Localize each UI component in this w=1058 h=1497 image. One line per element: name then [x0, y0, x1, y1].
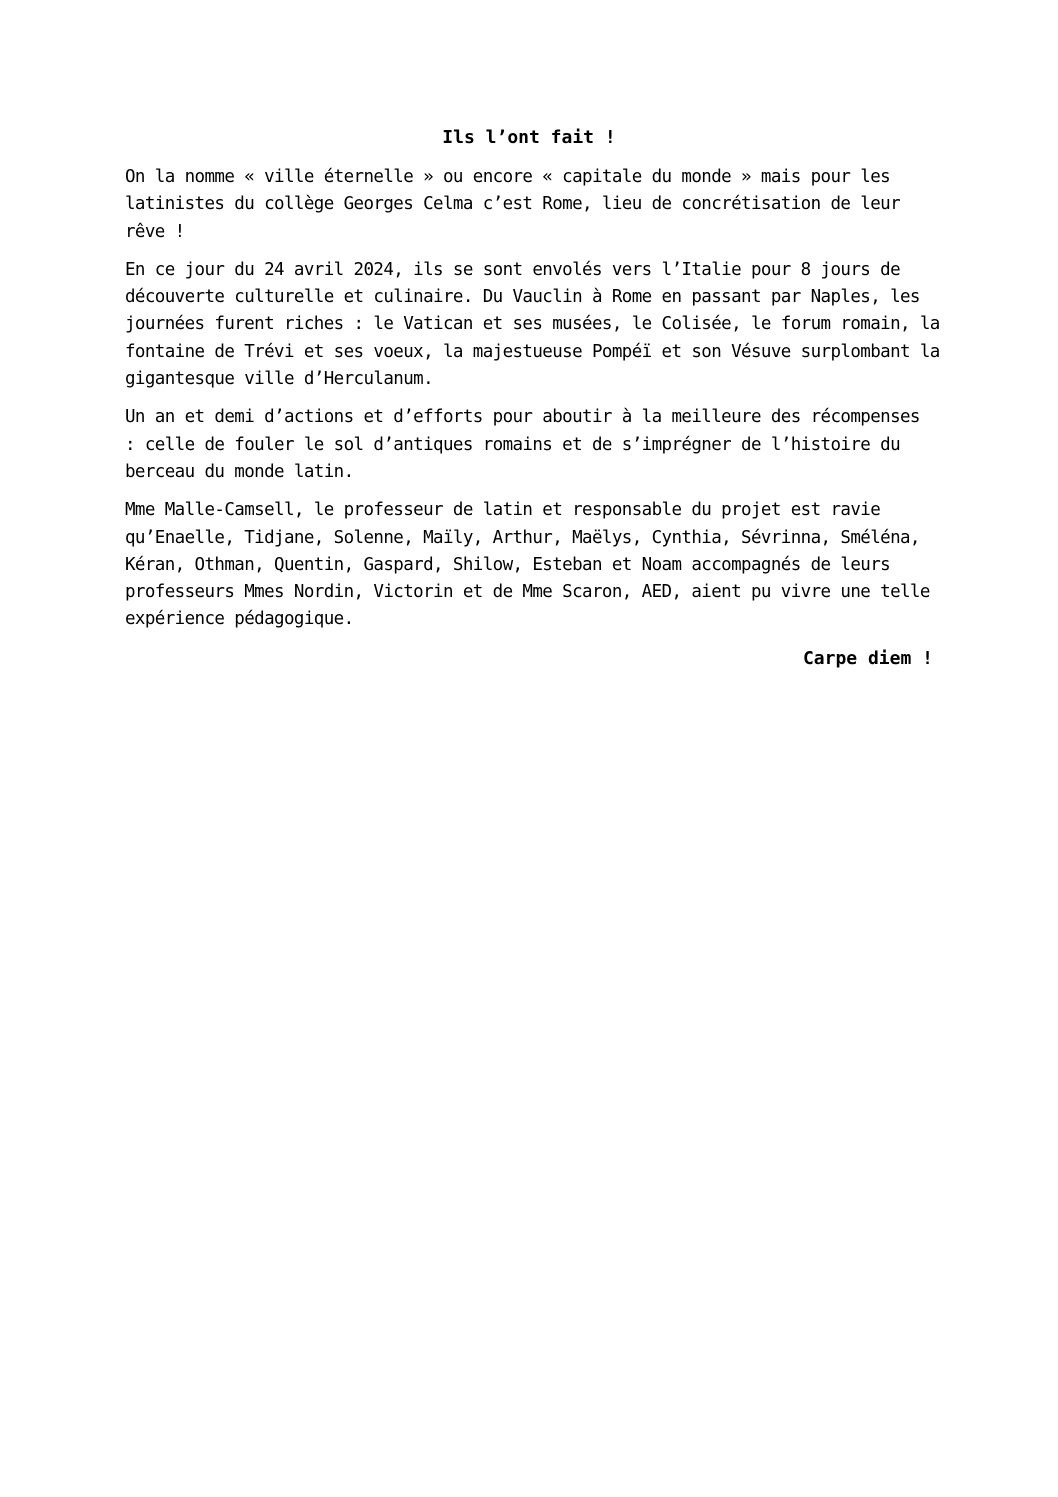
paragraph-line: expérience pédagogique.	[125, 609, 354, 630]
paragraph-line: gigantesque ville d’Herculanum.	[125, 369, 434, 390]
paragraph-line: latinistes du collège Georges Celma c’est Rome, lieu de concrétisation de leur	[125, 194, 900, 215]
document-title: Ils l’ont fait !	[442, 127, 616, 148]
paragraph-line: berceau du monde latin.	[125, 461, 354, 482]
paragraph-line: : celle de fouler le sol d’antiques romains et de s’imprégner de l’histoire du	[125, 434, 900, 455]
paragraph-line: Un an et demi d’actions et d’efforts pour aboutir à la meilleure des récompenses	[125, 407, 920, 428]
paragraph-line: qu’Enaelle, Tidjane, Solenne, Maïly, Arthur, Maëlys, Cynthia, Sévrinna, Sméléna,	[125, 527, 920, 548]
paragraph-2	[125, 257, 940, 393]
signoff: Carpe diem !	[802, 647, 933, 669]
paragraph-1	[125, 164, 933, 246]
paragraph-line: fontaine de Trévi et ses voeux, la majestueuse Pompéï et son Vésuve surplombant la	[125, 341, 940, 362]
paragraph-line: Kéran, Othman, Quentin, Gaspard, Shilow, Esteban et Noam accompagnés de leurs	[125, 554, 891, 575]
paragraph-line: découverte culturelle et culinaire. Du Vauclin à Rome en passant par Naples, les	[125, 287, 920, 308]
paragraph-4	[125, 497, 933, 633]
paragraph-line: On la nomme « ville éternelle » ou encore « capitale du monde » mais pour les	[125, 167, 891, 187]
document-page	[125, 124, 940, 673]
paragraph-line: professeurs Mmes Nordin, Victorin et de Mme Scaron, AED, aient pu vivre une telle	[125, 582, 930, 603]
paragraph-line: Mme Malle-Camsell, le professeur de latin et responsable du projet est ravie	[125, 500, 881, 521]
paragraph-line: En ce jour du 24 avril 2024, ils se sont envolés vers l’Italie pour 8 jours de	[125, 259, 900, 280]
paragraph-3	[125, 404, 933, 486]
paragraph-line: rêve !	[125, 221, 185, 242]
paragraph-line: journées furent riches : le Vatican et ses musées, le Colisée, le forum romain, la	[125, 314, 940, 335]
